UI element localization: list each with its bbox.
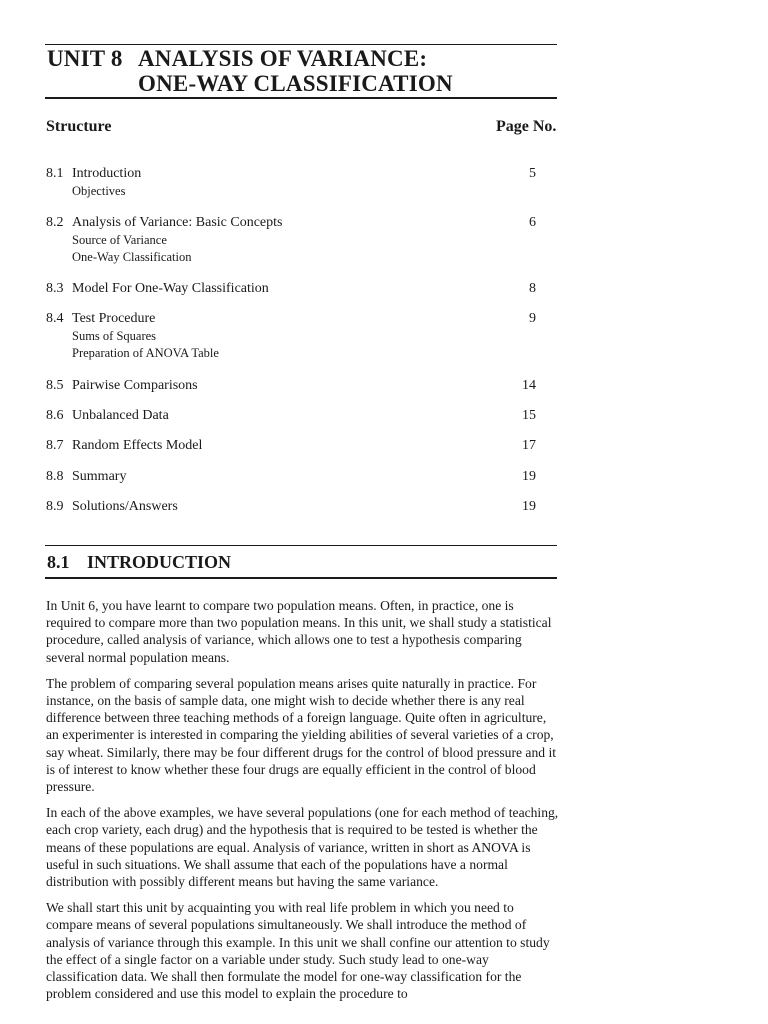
body-paragraph: The problem of comparing several population means arises quite naturally in practice. For instance, on the basis of sample data, one might wish to decide whether there is any real difference between three teaching methods of a foreign language. Quite often in agriculture, an experimenter is interested in comparing the yielding abilities of several varieties of a crop, say wheat. Similarly, there may be four different drugs for the control of blood pressure and it is of interest to know whether these four drugs are equally efficient in the control of blood pressure.	[46, 675, 556, 795]
section-top-rule	[45, 545, 557, 546]
toc-entry-page: 17	[522, 438, 536, 453]
toc-entry-number: 8.3	[46, 281, 64, 296]
toc-entry-main	[46, 437, 536, 455]
toc-entry	[46, 165, 536, 200]
toc-entry-page: 9	[529, 311, 536, 326]
toc-entry-page: 5	[529, 166, 536, 181]
toc-entry-title: Summary	[72, 469, 127, 484]
section-number: 8.1	[47, 552, 70, 572]
body-paragraph: We shall start this unit by acquainting you with real life problem in which you need to compare means of several populations simultaneously. We shall introduce the method of analysis of variance through this example. In this unit we shall confine our attention to study the effect of a single factor on a variable under study. Such study lead to one-way classification data. We shall then formulate the model for one-way classification for the problem considered and use this model to explain the procedure to	[46, 900, 550, 1002]
toc-entry-page: 15	[522, 408, 536, 423]
toc-entry-title: Analysis of Variance: Basic Concepts	[72, 215, 283, 230]
toc-subentry: One-Way Classification	[72, 250, 192, 264]
toc-subentry: Preparation of ANOVA Table	[72, 346, 219, 360]
section-bottom-rule	[45, 577, 557, 579]
toc-entry-number: 8.7	[46, 438, 64, 453]
toc-entry-main	[46, 165, 536, 183]
toc-entry-main	[46, 407, 536, 425]
toc-entry-main	[46, 377, 536, 395]
toc-entry	[46, 498, 536, 516]
toc-entry	[46, 407, 536, 425]
unit-number: UNIT 8	[47, 46, 123, 71]
toc-subentry: Objectives	[72, 184, 126, 198]
body-paragraph: In each of the above examples, we have several populations (one for each method of teaching, each crop variety, each drug) and the hypothesis that is required to be tested is whether the means of these populations are equal. Analysis of variance, written in short as ANOVA is useful in such situations. We shall assume that each of the populations have a normal distribution with possibly different means but having the same variance.	[46, 805, 559, 890]
unit-title-line1: ANALYSIS OF VARIANCE:	[138, 46, 428, 71]
toc-entry	[46, 280, 536, 298]
unit-title-line2: ONE-WAY CLASSIFICATION	[138, 71, 453, 96]
toc-entry	[46, 310, 536, 362]
toc-entry-number: 8.1	[46, 166, 64, 181]
unit-title	[47, 46, 453, 96]
toc-subentry: Source of Variance	[72, 233, 167, 247]
toc-entry-main	[46, 468, 536, 486]
toc-entry	[46, 468, 536, 486]
section-heading	[47, 551, 231, 573]
toc-entry-page: 19	[522, 499, 536, 514]
toc-entry	[46, 437, 536, 455]
toc-entry-title: Pairwise Comparisons	[72, 378, 198, 393]
toc-entry-title: Introduction	[72, 166, 142, 181]
toc-entry-page: 8	[529, 281, 536, 296]
toc-entry-main	[46, 498, 536, 516]
toc-entry-title: Unbalanced Data	[72, 408, 169, 423]
toc-entry-number: 8.4	[46, 311, 64, 326]
toc-entry-number: 8.6	[46, 408, 64, 423]
toc-entry-title: Test Procedure	[72, 311, 156, 326]
toc-entry-number: 8.9	[46, 499, 64, 514]
toc-entry-number: 8.8	[46, 469, 64, 484]
toc-entry-title: Random Effects Model	[72, 438, 203, 453]
toc-entry-main	[46, 280, 536, 298]
section-title: INTRODUCTION	[87, 552, 232, 572]
top-rule	[45, 44, 557, 45]
toc-entry-page: 14	[522, 378, 536, 393]
toc-entry	[46, 377, 536, 395]
section-body	[46, 597, 560, 1011]
toc-entry-number: 8.2	[46, 215, 64, 230]
toc-entry-page: 19	[522, 469, 536, 484]
toc-entry	[46, 214, 536, 266]
toc-entry-page: 6	[529, 215, 536, 230]
toc-entry-title: Solutions/Answers	[72, 499, 178, 514]
body-paragraph: In Unit 6, you have learnt to compare two population means. Often, in practice, one is required to compare more than two population means. In this unit, we shall study a statistical procedure, called analysis of variance, which allows one to test a hypothesis comparing several normal population means.	[46, 598, 552, 665]
toc-entry-title: Model For One-Way Classification	[72, 281, 269, 296]
toc-subentry: Sums of Squares	[72, 329, 157, 343]
toc-entry-main	[46, 310, 536, 328]
page-number-heading: Page No.	[496, 118, 557, 135]
structure-heading: Structure	[46, 118, 112, 135]
title-bottom-rule	[45, 97, 557, 99]
toc-entry-number: 8.5	[46, 378, 64, 393]
toc-entry-main	[46, 214, 536, 232]
